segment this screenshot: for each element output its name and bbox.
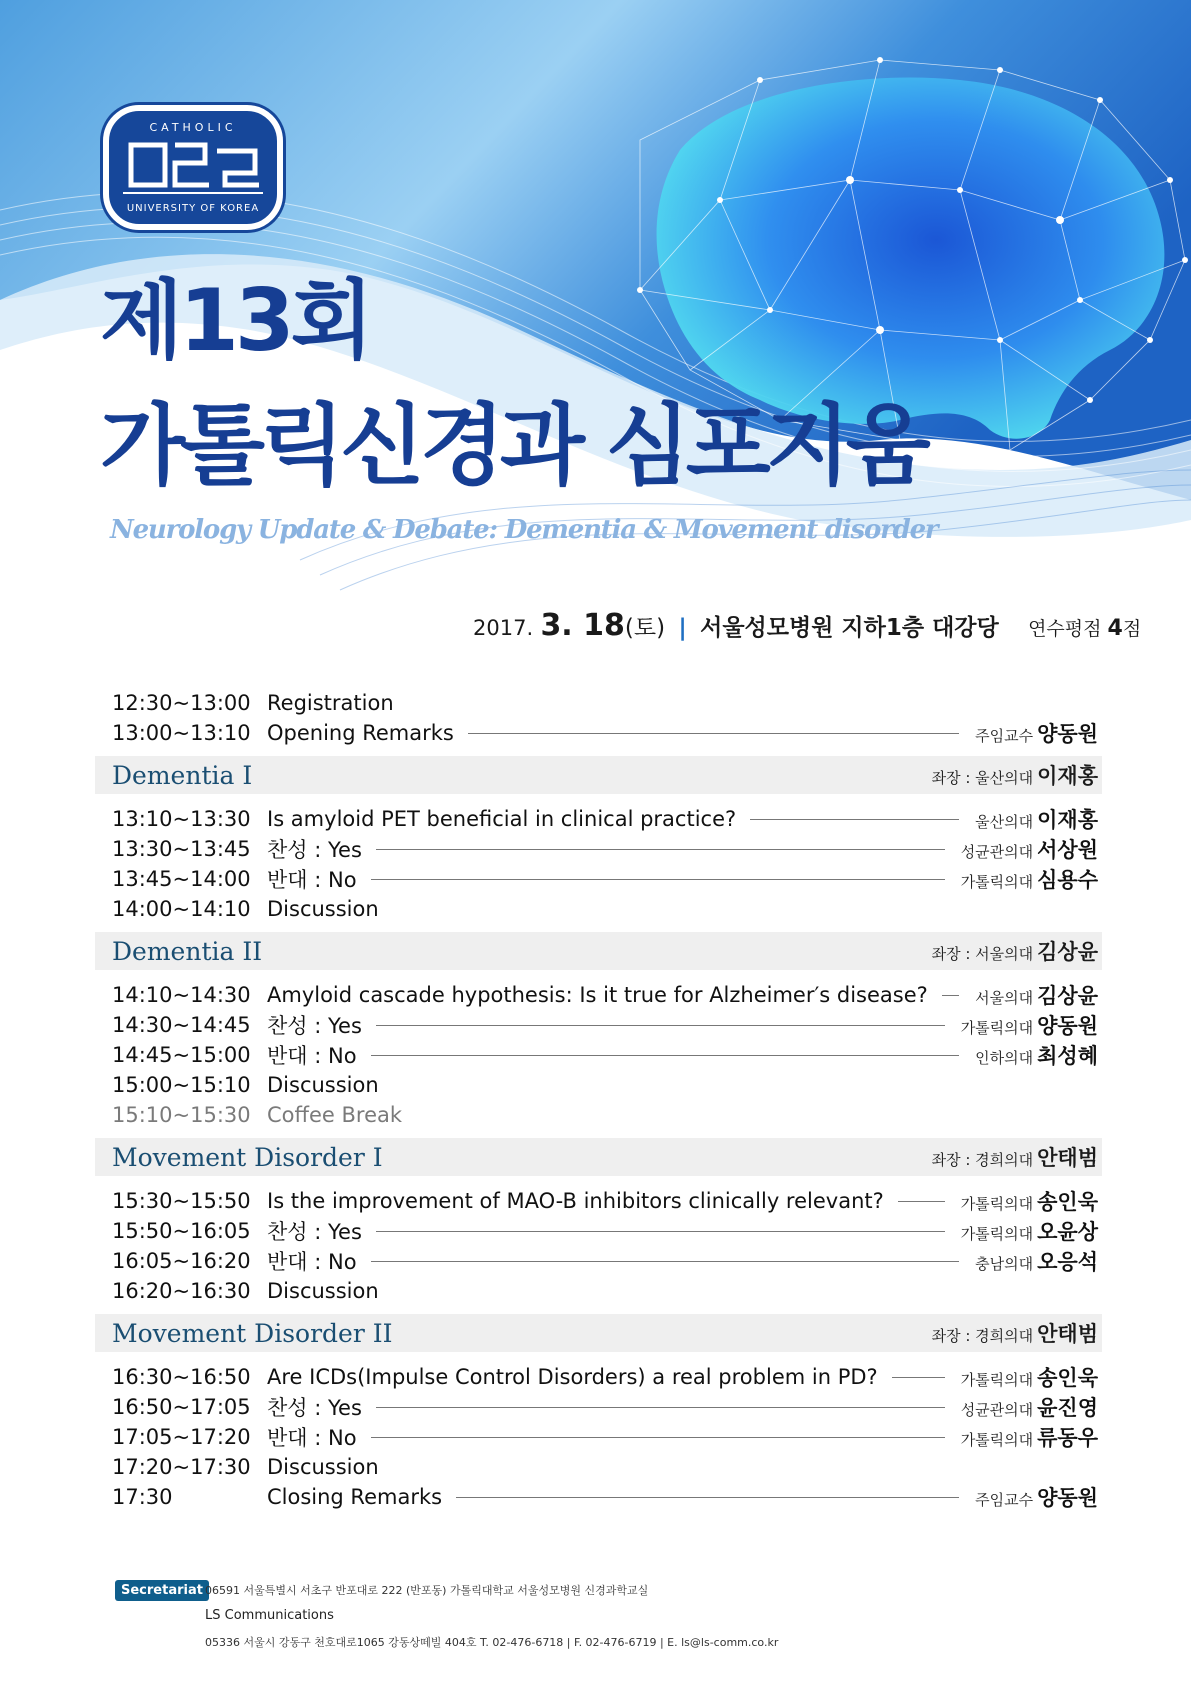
session-time: 16:50~17:05 — [112, 1395, 251, 1419]
speaker-name: 김상윤 — [1037, 984, 1098, 1008]
session-title: 반대 : No — [267, 1250, 357, 1274]
leader-line — [898, 1201, 945, 1202]
leader-line — [376, 849, 945, 850]
separator: | — [678, 615, 687, 641]
speaker-affiliation: 충남의대 — [975, 1255, 1034, 1273]
session-time: 13:45~14:00 — [112, 867, 251, 891]
section-header — [95, 1138, 1102, 1176]
session-title: 반대 : No — [267, 1044, 357, 1068]
speaker — [961, 834, 1102, 864]
schedule-row — [95, 1422, 1102, 1452]
chair-name: 안태범 — [1037, 1146, 1098, 1170]
schedule-row — [95, 1040, 1102, 1070]
catholic-university-logo — [103, 105, 283, 230]
chair-name: 김상윤 — [1037, 940, 1098, 964]
speaker — [975, 804, 1102, 834]
speaker-affiliation: 가톨릭의대 — [960, 1019, 1034, 1037]
logo-top-text: CATHOLIC — [149, 121, 237, 134]
event-ordinal: 제13회 — [100, 271, 370, 371]
speaker — [961, 864, 1102, 894]
logo-bottom-text: UNIVERSITY OF KOREA — [126, 203, 260, 214]
credit-info — [1028, 618, 1141, 640]
section-title: Dementia I — [112, 760, 253, 790]
leader-line — [371, 1261, 960, 1262]
session-title: Discussion — [267, 1073, 379, 1097]
session-title: Amyloid cascade hypothesis: Is it true for Alzheimer′s disease? — [267, 983, 928, 1007]
session-time: 13:30~13:45 — [112, 837, 251, 861]
schedule-row — [95, 1482, 1102, 1512]
speaker-name: 류동우 — [1037, 1426, 1098, 1450]
session-title: 찬성 : Yes — [267, 1014, 362, 1038]
chair-label: 좌장 : 경희의대 — [931, 1151, 1034, 1169]
session-time: 12:30~13:00 — [112, 691, 251, 715]
speaker-name: 서상원 — [1037, 838, 1098, 862]
section-chair — [932, 1318, 1102, 1348]
speaker-affiliation: 성균관의대 — [960, 1401, 1034, 1419]
address-line-1: 06591 서울특별시 서초구 반포대로 222 (반포동) 가톨릭대학교 서울성모병원 신경과학교실 — [205, 1584, 649, 1597]
speaker-affiliation: 가톨릭의대 — [960, 873, 1034, 891]
session-title: 찬성 : Yes — [267, 1396, 362, 1420]
credit-label: 연수평점 — [1028, 618, 1102, 640]
speaker-affiliation: 가톨릭의대 — [960, 1371, 1034, 1389]
speaker-name: 이재홍 — [1037, 808, 1098, 832]
chair-label: 좌장 : 서울의대 — [931, 945, 1034, 963]
schedule-row — [95, 1362, 1102, 1392]
section-title: Movement Disorder I — [112, 1142, 383, 1172]
event-date: 3. 18 — [540, 608, 625, 643]
speaker-name: 양동원 — [1037, 1486, 1098, 1510]
chair-label: 좌장 : 경희의대 — [931, 1327, 1034, 1345]
session-title: 반대 : No — [267, 1426, 357, 1450]
session-title: Closing Remarks — [267, 1485, 443, 1509]
leader-line — [376, 1025, 945, 1026]
event-day: (토) — [624, 615, 666, 641]
speaker — [961, 1362, 1102, 1392]
speaker-affiliation: 가톨릭의대 — [960, 1225, 1034, 1243]
session-title: Is the improvement of MAO-B inhibitors clinically relevant? — [267, 1189, 884, 1213]
leader-line — [456, 1497, 959, 1498]
session-time: 14:30~14:45 — [112, 1013, 251, 1037]
schedule-row — [95, 894, 1102, 924]
schedule-row — [95, 980, 1102, 1010]
speaker — [975, 1482, 1102, 1512]
leader-line — [371, 1055, 960, 1056]
speaker-affiliation: 성균관의대 — [960, 843, 1034, 861]
session-time: 14:00~14:10 — [112, 897, 251, 921]
schedule — [95, 688, 1102, 1512]
speaker — [975, 718, 1102, 748]
event-info — [473, 608, 1141, 643]
schedule-row — [95, 1276, 1102, 1306]
schedule-row — [95, 804, 1102, 834]
schedule-row — [95, 834, 1102, 864]
section-title: Dementia II — [112, 936, 263, 966]
schedule-row — [95, 1100, 1102, 1130]
event-year: 2017. — [473, 616, 534, 640]
speaker-affiliation: 인하의대 — [975, 1049, 1034, 1067]
session-title: Discussion — [267, 1279, 379, 1303]
secretariat-badge: Secretariat — [115, 1580, 209, 1601]
speaker-name: 오윤상 — [1037, 1220, 1098, 1244]
section-title: Movement Disorder II — [112, 1318, 393, 1348]
leader-line — [376, 1407, 945, 1408]
session-title: 찬성 : Yes — [267, 838, 362, 862]
schedule-row — [95, 1216, 1102, 1246]
leader-line — [750, 819, 959, 820]
speaker-name: 송인욱 — [1037, 1366, 1098, 1390]
speaker — [975, 1246, 1102, 1276]
leader-line — [942, 995, 959, 996]
leader-line — [371, 1437, 945, 1438]
schedule-row — [95, 1010, 1102, 1040]
speaker-name: 최성혜 — [1037, 1044, 1098, 1068]
schedule-row — [95, 864, 1102, 894]
chair-label: 좌장 : 울산의대 — [931, 769, 1034, 787]
schedule-row — [95, 1070, 1102, 1100]
session-time: 17:05~17:20 — [112, 1425, 251, 1449]
speaker-name: 오응석 — [1037, 1250, 1098, 1274]
session-time: 15:10~15:30 — [112, 1103, 251, 1127]
session-time: 16:05~16:20 — [112, 1249, 251, 1273]
speaker-affiliation: 주임교수 — [975, 1491, 1034, 1509]
session-time: 15:50~16:05 — [112, 1219, 251, 1243]
session-title: Is amyloid PET beneficial in clinical practice? — [267, 807, 737, 831]
speaker-affiliation: 주임교수 — [975, 727, 1034, 745]
session-title: Opening Remarks — [267, 721, 454, 745]
leader-line — [892, 1377, 945, 1378]
speaker — [961, 1216, 1102, 1246]
schedule-row — [95, 1186, 1102, 1216]
speaker-affiliation: 가톨릭의대 — [960, 1431, 1034, 1449]
speaker-name: 양동원 — [1037, 1014, 1098, 1038]
page-subtitle: Neurology Update & Debate: Dementia & Movement disorder — [110, 515, 938, 545]
section-chair — [932, 760, 1102, 790]
event-venue: 서울성모병원 지하1층 대강당 — [700, 615, 999, 641]
section-header — [95, 756, 1102, 794]
session-title: Discussion — [267, 1455, 379, 1479]
schedule-row — [95, 1246, 1102, 1276]
speaker — [961, 1186, 1102, 1216]
leader-line — [371, 879, 945, 880]
chair-name: 안태범 — [1037, 1322, 1098, 1346]
session-time: 17:20~17:30 — [112, 1455, 251, 1479]
session-title: Coffee Break — [267, 1103, 403, 1127]
speaker-name: 심용수 — [1037, 868, 1098, 892]
speaker-name: 양동원 — [1037, 722, 1098, 746]
page-title: 가톨릭신경과 심포지움 — [100, 394, 926, 497]
session-time: 17:30 — [112, 1485, 173, 1509]
section-header — [95, 932, 1102, 970]
session-time: 14:10~14:30 — [112, 983, 251, 1007]
session-title: Registration — [267, 691, 394, 715]
credit-value: 4 — [1107, 616, 1123, 641]
speaker — [961, 1392, 1102, 1422]
address-line-2: 05336 서울시 강동구 천호대로1065 강동상떼빌 404호 T. 02-476-6718 | F. 02-476-6719 | E. ls@ls-comm.co.kr — [205, 1636, 779, 1649]
section-chair — [932, 1142, 1102, 1172]
session-title: 반대 : No — [267, 868, 357, 892]
chair-name: 이재홍 — [1037, 764, 1098, 788]
speaker-name: 송인욱 — [1037, 1190, 1098, 1214]
schedule-row — [95, 1452, 1102, 1482]
session-title: Are ICDs(Impulse Control Disorders) a real problem in PD? — [267, 1365, 878, 1389]
speaker — [975, 980, 1102, 1010]
speaker-affiliation: 울산의대 — [975, 813, 1034, 831]
speaker-name: 윤진영 — [1037, 1396, 1098, 1420]
session-time: 13:10~13:30 — [112, 807, 251, 831]
session-time: 16:20~16:30 — [112, 1279, 251, 1303]
session-time: 14:45~15:00 — [112, 1043, 251, 1067]
schedule-row — [95, 688, 1102, 718]
schedule-row — [95, 1392, 1102, 1422]
company-name: LS Communications — [205, 1608, 334, 1623]
session-title: Discussion — [267, 897, 379, 921]
session-time: 13:00~13:10 — [112, 721, 251, 745]
section-header — [95, 1314, 1102, 1352]
session-time: 15:30~15:50 — [112, 1189, 251, 1213]
speaker — [961, 1422, 1102, 1452]
session-time: 15:00~15:10 — [112, 1073, 251, 1097]
speaker — [975, 1040, 1102, 1070]
speaker — [961, 1010, 1102, 1040]
section-chair — [932, 936, 1102, 966]
speaker-affiliation: 가톨릭의대 — [960, 1195, 1034, 1213]
speaker-affiliation: 서울의대 — [975, 989, 1034, 1007]
credit-unit: 점 — [1122, 618, 1142, 640]
leader-line — [468, 733, 959, 734]
session-time: 16:30~16:50 — [112, 1365, 251, 1389]
schedule-row — [95, 718, 1102, 748]
leader-line — [376, 1231, 945, 1232]
session-title: 찬성 : Yes — [267, 1220, 362, 1244]
